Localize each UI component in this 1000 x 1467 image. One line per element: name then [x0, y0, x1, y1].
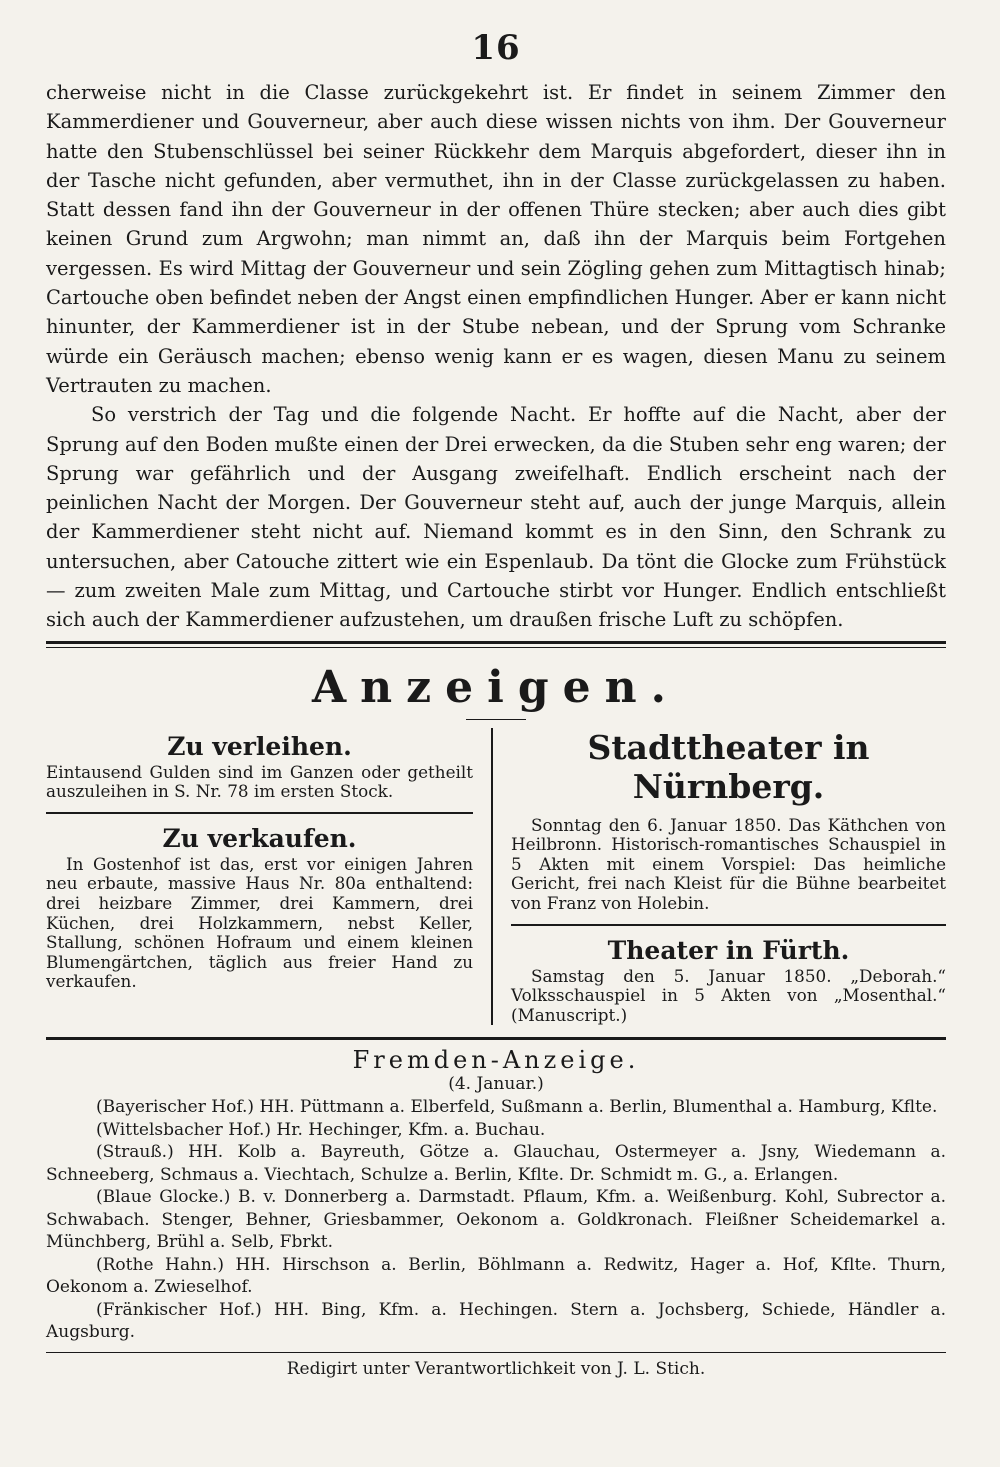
newspaper-page [46, 28, 946, 1379]
footer-divider [46, 1352, 946, 1353]
ads-left-column [46, 728, 491, 1026]
title-underline [466, 719, 526, 720]
fremden-anzeige [46, 1046, 946, 1344]
fremden-title: Fremden-Anzeige. [352, 1046, 640, 1075]
fuerth-text: Samstag den 5. Januar 1850. „Deborah.“ Volksschauspiel in 5 Akten von „Mosenthal.“ (Manuscript.) [511, 965, 946, 1025]
fuerth-heading: Theater in Fürth. [607, 935, 850, 965]
story-paragraph-2: So verstrich der Tag und die folgende Nacht. Er hoffte auf die Nacht, aber der Sprung auf den Boden mußte einen der Drei erwecken, da die Stuben sehr eng waren; der Sprung war gefährlich und der Ausgang zweifelhaft. Endlich erscheint nach der peinlichen Nacht der Morgen. Der Gouverneur steht auf, auch der junge Marquis, allein der Kammerdiener steht nicht auf. Niemand kommt es in den Sinn, den Schrank zu untersuchen, aber Catouche zittert wie ein Espenlaub. Da tönt die Glocke zum Frühstück — zum zweiten Male zum Mittag, und Cartouche stirbt vor Hunger. Endlich entschließt sich auch der Kammerdiener aufzustehen, um draußen frische Luft zu schöpfen. [46, 403, 946, 632]
verkaufen-heading: Zu verkaufen. [162, 823, 357, 853]
fremden-date: (4. Januar.) [448, 1074, 544, 1095]
fremden-entry: (Rothe Hahn.) HH. Hirschson a. Berlin, Böhlmann a. Redwitz, Hager a. Hof, Kflte. Thurn, Oekonom a. Zwieselhof. [46, 1254, 946, 1298]
fremden-entry: (Blaue Glocke.) B. v. Donnerberg a. Darmstadt. Pflaum, Kfm. a. Weißenburg. Kohl, Subrector a. Schwabach. Stenger, Behner, Griesbammer, Oekonom a. Goldkronach. Fleißner Scheidemarkel a. Münchberg, Brühl a. Selb, Fbrkt. [46, 1187, 946, 1253]
verleihen-heading: Zu verleihen. [167, 731, 352, 761]
story-text [46, 78, 946, 635]
fremden-entry: (Strauß.) HH. Kolb a. Bayreuth, Götze a. Glauchau, Ostermeyer a. Jsny, Wiedemann a. Schneeberg, Schmaus a. Viechtach, Schulze a. Berlin, Kflte. Dr. Schmidt m. G., a. Erlangen. [46, 1142, 946, 1185]
page-number: 16 [471, 28, 521, 68]
ads-right-column [491, 728, 946, 1026]
fremden-divider [46, 1037, 946, 1040]
fremden-entry: (Bayerischer Hof.) HH. Püttmann a. Elberfeld, Sußmann a. Berlin, Blumenthal a. Hamburg, Kflte. [96, 1097, 938, 1118]
editor-footer: Redigirt unter Verantwortlichkeit von J. L. Stich. [286, 1358, 706, 1379]
verleihen-text: Eintausend Gulden sind im Ganzen oder getheilt auszuleihen in S. Nr. 78 im ersten Stock. [46, 761, 474, 802]
column-divider [46, 812, 473, 814]
nuernberg-heading: Stadttheater in Nürnberg. [587, 727, 870, 806]
nuernberg-text: Sonntag den 6. Januar 1850. Das Käthchen von Heilbronn. Historisch-romantisches Schauspiel in 5 Akten mit einem Vorspiel: Das heimliche Gericht, frei nach Kleist für die Bühne bearbeitet von Franz von Holebin. [511, 814, 946, 914]
ads-columns [46, 728, 946, 1026]
story-paragraph-1: cherweise nicht in die Classe zurückgekehrt ist. Er findet in seinem Zimmer den Kammerdiener und Gouverneur, aber auch diese wissen nichts von ihm. Der Gouverneur hatte den Stubenschlüssel bei seiner Rückkehr dem Marquis abgefordert, dieser ihn in der Tasche nicht gefunden, aber vermuthet, ihn in der Classe zurückgelassen zu haben. Statt dessen fand ihn der Gouverneur in der offenen Thüre stecken; aber auch dies gibt keinen Grund zum Argwohn; man nimmt an, daß ihn der Marquis beim Fortgehen vergessen. Es wird Mittag der Gouverneur und sein Zögling gehen zum Mittagtisch hinab; Cartouche oben befindet neben der Angst einen empfindlichen Hunger. Aber er kann nicht hinunter, der Kammerdiener ist in der Stube nebean, und der Sprung vom Schranke würde ein Geräusch machen; ebenso wenig kann er es wagen, diesen Manu zu seinem Vertrauten zu machen. [46, 81, 946, 397]
fremden-entry: (Fränkischer Hof.) HH. Bing, Kfm. a. Hechingen. Stern a. Jochsberg, Schiede, Händler a. Augsburg. [46, 1299, 946, 1343]
fremden-entry: (Wittelsbacher Hof.) Hr. Hechinger, Kfm. a. Buchau. [96, 1119, 546, 1140]
column-divider-right [511, 924, 946, 926]
section-divider [46, 641, 946, 648]
anzeigen-title: Anzeigen. [312, 661, 680, 713]
verkaufen-text: In Gostenhof ist das, erst vor einigen Jahren neu erbaute, massive Haus Nr. 80a enthaltend: drei heizbare Zimmer, drei Kammern, drei Küchen, drei Holzkammern, nebst Keller, Stallung, schönen Hofraum und einem kleinen Blumengärtchen, täglich aus freier Hand zu verkaufen. [46, 853, 474, 992]
